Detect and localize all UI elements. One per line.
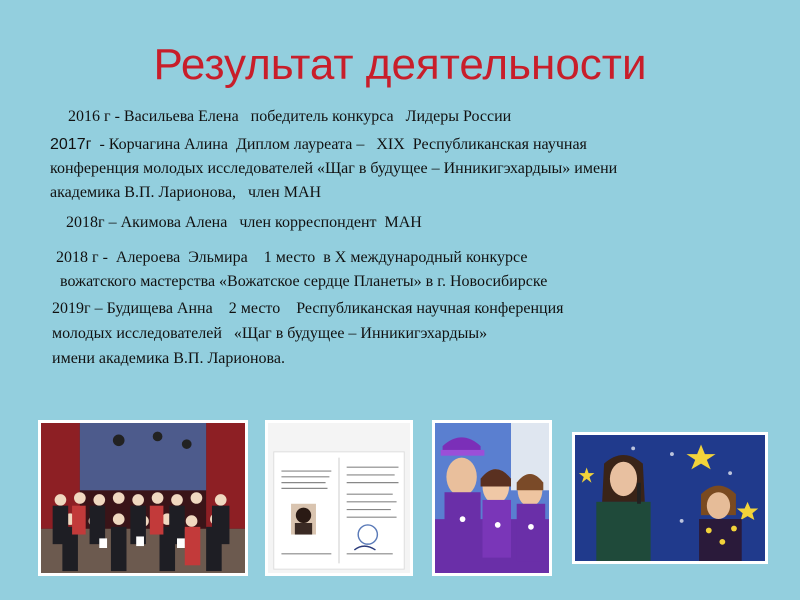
entry-2019-line2: молодых исследователей «Щаг в будущее – Инникигэхардыы» [52, 325, 488, 342]
stage-photo [572, 432, 768, 564]
entry-2016: 2016 г - Васильева Елена победитель конкурса Лидеры России [68, 108, 512, 125]
entry-2017-year: 2017г [50, 136, 92, 153]
slide-title: Результат деятельности [153, 40, 647, 89]
entry-2019-line3: имени академика В.П. Ларионова. [52, 350, 285, 367]
entry-2017-line3: академика В.П. Ларионова, член МАН [50, 184, 322, 201]
girls-photo [432, 420, 552, 576]
entry-2018-akimova: 2018г – Акимова Алена член корреспондент МАН [66, 214, 422, 231]
entry-2018-aleroeva-line1: 2018 г - Алероева Эльмира 1 место в X международный конкурсе [56, 249, 528, 266]
entry-2018-aleroeva-line2: вожатского мастерства «Вожатское сердце Планеты» в г. Новосибирске [60, 273, 548, 290]
entry-2017-line2: конференция молодых исследователей «Щаг в будущее – Инникигэхардыы» имени [50, 160, 618, 177]
certificate-photo [265, 420, 413, 576]
entry-2017-line1 [50, 136, 587, 154]
group-photo [38, 420, 248, 576]
entry-2017-text: - Корчагина Алина Диплом лауреата – XIX Республиканская научная [91, 136, 587, 153]
entry-2019-line1: 2019г – Будищева Анна 2 место Республиканская научная конференция [52, 300, 564, 317]
